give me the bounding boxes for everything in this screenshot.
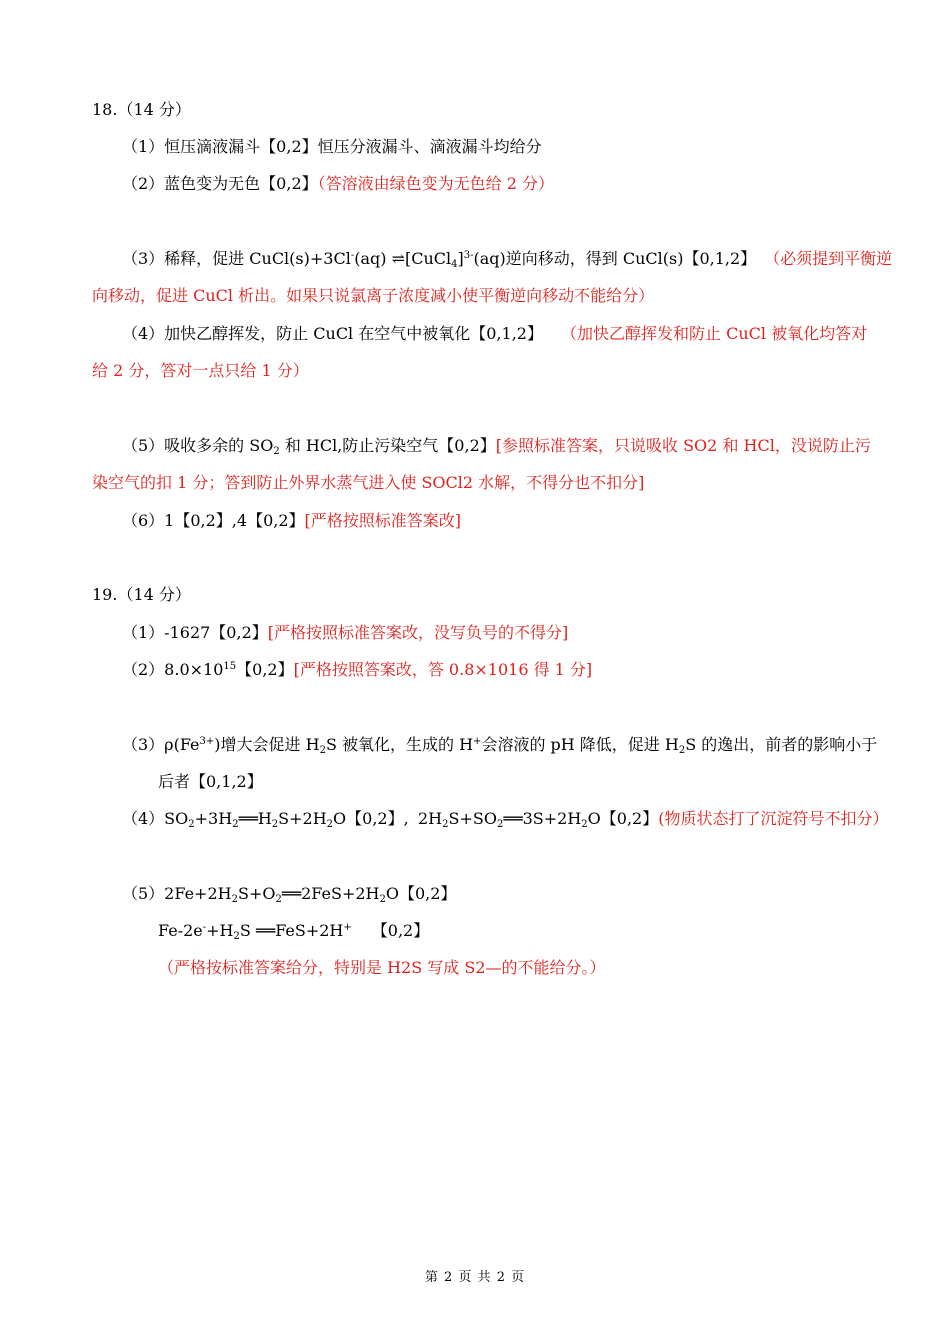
q19-part5-note: （严格按标准答案给分，特别是 H2S 写成 S2—的不能给分。）	[158, 958, 606, 977]
q18-heading: 18.（14 分）	[92, 100, 191, 119]
q18-part4-answer: （4）加快乙醇挥发，防止 CuCl 在空气中被氧化【0,1,2】	[122, 324, 543, 343]
q18-part6-note: [严格按照标准答案改]	[304, 511, 462, 530]
q18-part3-note-cont: 向移动，促进 CuCl 析出。如果只说氯离子浓度减小使平衡逆向移动不能给分）	[92, 286, 655, 305]
q19-part1	[122, 622, 568, 644]
q19-part2	[122, 659, 592, 681]
q18-part6	[122, 510, 461, 532]
q19-part4	[122, 808, 409, 830]
q18-part2	[122, 173, 554, 195]
q18-part5-answer: （5）吸收多余的 $SO_2$ 和 HCl,防止污染空气【0,2】	[122, 436, 496, 457]
q19-part3: $(3)\rho(Fe^{3+})$增大会促进 $H_2S$ 被氧化，生成的 H+会溶液的 pH 降低，促进 $H_2S$ 的逸出，前者的影响小于	[122, 735, 878, 756]
q18-part5	[122, 435, 871, 457]
q18-part3-note: （必须提到平衡逆	[772, 249, 893, 268]
q18-part3	[122, 248, 892, 270]
q18-part4-note-cont: 给 2 分，答对一点只给 1 分）	[92, 361, 309, 380]
q18-part5-note: [参照标准答案，只说吸收 SO2 和 HCl，没说防止污	[495, 436, 871, 455]
q19-part5: $(5)2Fe+2H_2S+O_2══2FeS+2H_2O$【0,2】	[122, 884, 457, 905]
q19-part3-cont: 后者【0,1,2】	[158, 772, 263, 791]
q19-part2-note: [严格按照答案改，答 0.8×1016 得 1 分]	[293, 660, 593, 679]
q18-part6-answer: （6）1【0,2】,4【0,2】	[122, 511, 305, 530]
q19-part4-note: (物质状态打了沉淀符号不扣分）	[658, 809, 889, 828]
q18-part1: （1）恒压滴液漏斗【0,2】恒压分液漏斗、滴液漏斗均给分	[122, 137, 542, 156]
q18-part2-answer: （2）蓝色变为无色【0,2】	[122, 174, 318, 193]
q18-part4-note: （加快乙醇挥发和防止 CuCl 被氧化均答对	[568, 324, 868, 343]
q19-part1-answer: （1）-1627【0,2】	[122, 623, 268, 642]
q19-heading: 19.（14 分）	[92, 585, 191, 604]
q19-part4-equation2: $2H_2S+SO_2══3S+2H_2O$【0,2】(物质状态打了沉淀符号不扣分）	[418, 809, 889, 830]
q19-part2-answer: $(2)8.0\times 10^{15}$【0,2】	[122, 660, 294, 679]
q18-part5-note-cont: 染空气的扣 1 分；答到防止外界水蒸气进入使 SOCl2 水解，不得分也不扣分]	[92, 473, 645, 492]
q19-part4-equation1: $(4)SO_2+3H_2══H_2S+2H_2O$【0,2】,	[122, 809, 409, 830]
q19-part5-equation2: $Fe-2e^-+H_2S$ ══FeS+2H+ 【0,2】	[158, 921, 430, 942]
q18-part2-note: （答溶液由绿色变为无色给 2 分）	[317, 174, 554, 193]
q19-part1-note: [严格按照标准答案改，没写负号的不得分]	[267, 623, 569, 642]
q18-part3-answer: （3）稀释，促进 CuCl(s)+3Cl-(aq) ⇌[CuCl$_4$]$^{3-}$(aq)逆向移动，得到 CuCl(s)【0,1,2】	[122, 249, 757, 270]
q18-part4	[122, 323, 867, 345]
page-footer: 第 2 页 共 2 页	[424, 1270, 526, 1285]
